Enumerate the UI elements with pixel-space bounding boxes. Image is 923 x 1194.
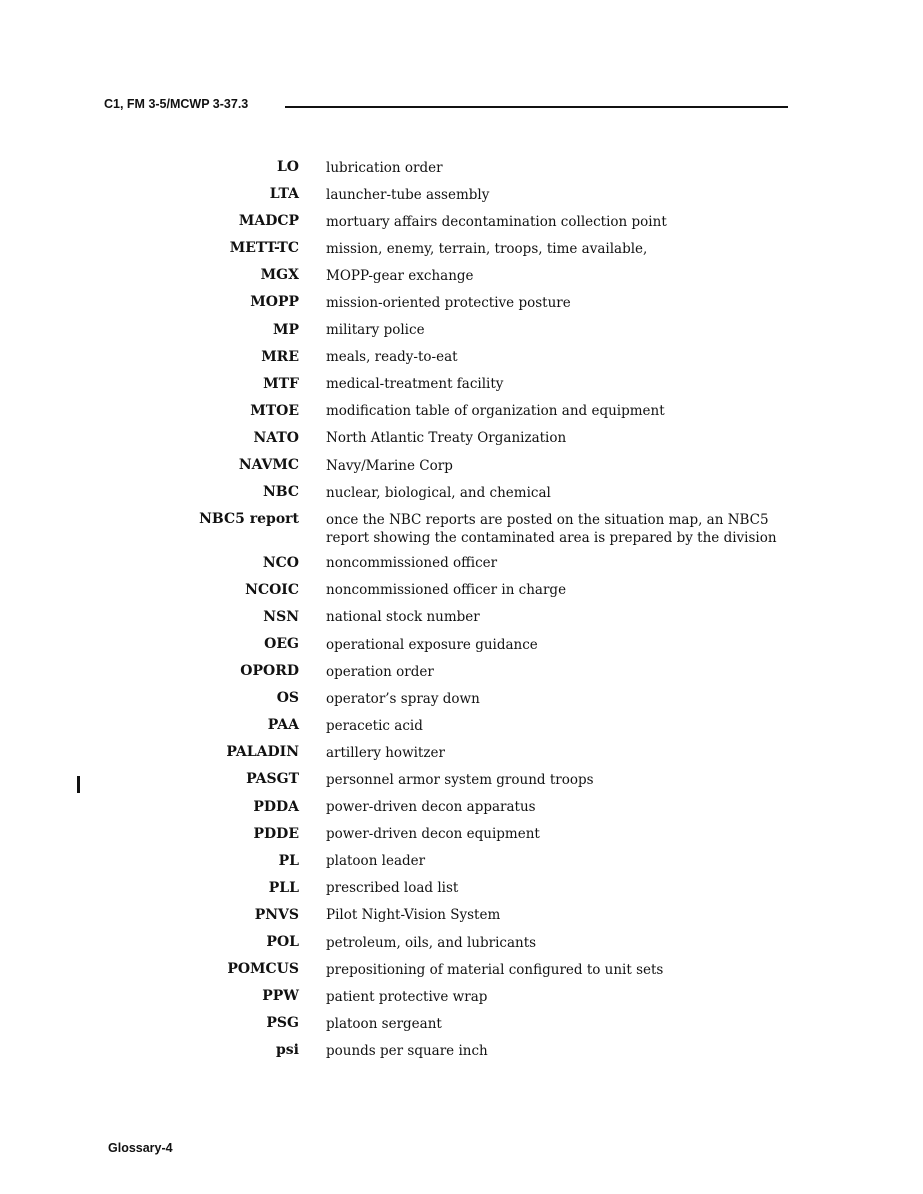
glossary-definition: pounds per square inch: [326, 1042, 488, 1059]
glossary-definition: operator’s spray down: [326, 690, 480, 707]
glossary-entry: [0, 374, 923, 401]
glossary-definition: medical-treatment facility: [326, 376, 504, 393]
glossary-entry: [0, 238, 923, 265]
glossary-definition: Pilot Night-Vision System: [326, 907, 501, 924]
glossary-term: PPW: [262, 988, 299, 1005]
glossary-entry: [0, 211, 923, 238]
glossary-term: LO: [276, 159, 299, 175]
glossary-entry: [0, 661, 923, 688]
glossary-definition: operational exposure guidance: [326, 636, 538, 653]
glossary-term: PNVS: [254, 906, 299, 923]
glossary-definition: prescribed load list: [326, 880, 459, 897]
glossary-term: OPORD: [240, 663, 299, 680]
glossary-definition: power-driven decon equipment: [326, 826, 540, 843]
glossary-entry: [0, 580, 923, 607]
glossary-definition: modification table of organization and equipment: [326, 403, 665, 420]
glossary-entry: [0, 851, 923, 878]
glossary-definition: noncommissioned officer in charge: [326, 582, 567, 599]
glossary-entry: [0, 347, 923, 374]
glossary-entry: [0, 769, 923, 796]
glossary-definition: prepositioning of material configured to unit sets: [326, 961, 664, 978]
glossary-term: NBC: [262, 484, 299, 501]
glossary-entry: [0, 607, 923, 634]
glossary-entry: [0, 905, 923, 932]
glossary-term: NCO: [262, 554, 299, 571]
glossary-term: POL: [266, 934, 299, 951]
glossary-term: PSG: [266, 1015, 299, 1032]
glossary-term: METT-TC: [229, 240, 299, 257]
glossary-definition: mortuary affairs decontamination collection point: [326, 213, 667, 230]
glossary-entry: [0, 184, 923, 211]
glossary-term: MGX: [260, 267, 299, 284]
glossary-definition: North Atlantic Treaty Organization: [326, 430, 567, 447]
glossary-definition: national stock number: [326, 609, 480, 626]
glossary-definition: petroleum, oils, and lubricants: [326, 934, 537, 951]
glossary-term: PL: [278, 852, 299, 869]
glossary-term: LTA: [269, 186, 299, 203]
glossary-definition: once the NBC reports are posted on the situation map, an NBC5 report showing the contaminated area is prepared by the division: [326, 511, 777, 546]
glossary-definition: peracetic acid: [326, 717, 423, 734]
glossary-term: psi: [276, 1042, 299, 1059]
glossary-term: NATO: [253, 429, 299, 446]
glossary-entry: [0, 265, 923, 292]
glossary-definition: meals, ready-to-eat: [326, 349, 458, 366]
glossary-term: PASGT: [246, 771, 299, 788]
glossary-term: MTOE: [250, 402, 299, 419]
glossary-definition: platoon sergeant: [326, 1015, 442, 1032]
glossary-term: NSN: [263, 608, 299, 625]
glossary-entry: [0, 715, 923, 742]
glossary-list: [0, 157, 923, 1068]
glossary-term: NAVMC: [238, 457, 299, 474]
glossary-definition: patient protective wrap: [326, 988, 488, 1005]
glossary-definition: power-driven decon apparatus: [326, 799, 536, 816]
glossary-term: MOPP: [250, 294, 299, 311]
glossary-definition: mission, enemy, terrain, troops, time available,: [326, 240, 648, 257]
glossary-definition: artillery howitzer: [326, 744, 445, 761]
glossary-term: PDDA: [253, 798, 299, 815]
page-footer: Glossary-4: [108, 1141, 173, 1155]
glossary-term: MRE: [261, 348, 299, 365]
glossary-definition: launcher-tube assembly: [326, 186, 490, 203]
glossary-entry: [0, 320, 923, 347]
glossary-entry: [0, 878, 923, 905]
glossary-entry: [0, 986, 923, 1013]
glossary-definition: nuclear, biological, and chemical: [326, 484, 551, 501]
glossary-entry: [0, 742, 923, 769]
glossary-entry: [0, 428, 923, 455]
glossary-entry: [0, 401, 923, 428]
glossary-entry: [0, 959, 923, 986]
glossary-entry: [0, 932, 923, 959]
glossary-definition: personnel armor system ground troops: [326, 771, 594, 788]
glossary-term: NBC5 report: [199, 511, 299, 528]
glossary-definition: military police: [326, 322, 425, 339]
glossary-term: NCOIC: [245, 581, 299, 598]
glossary-entry: [0, 1040, 923, 1067]
document-title: C1, FM 3-5/MCWP 3-37.3: [104, 97, 249, 111]
glossary-term: OEG: [264, 636, 299, 652]
glossary-term: PAA: [267, 717, 299, 734]
glossary-entry: [0, 553, 923, 580]
page-header: [104, 96, 788, 118]
glossary-term: OS: [276, 690, 299, 707]
glossary-entry: [0, 509, 923, 553]
change-bar: [77, 776, 80, 793]
header-rule: [285, 106, 788, 108]
glossary-term: POMCUS: [227, 961, 299, 978]
glossary-entry: [0, 634, 923, 661]
glossary-entry: [0, 824, 923, 851]
glossary-definition: noncommissioned officer: [326, 555, 498, 572]
glossary-entry: [0, 688, 923, 715]
glossary-term: PALADIN: [226, 744, 299, 761]
glossary-term: MTF: [263, 375, 299, 392]
glossary-definition: MOPP-gear exchange: [326, 267, 474, 284]
glossary-definition: platoon leader: [326, 853, 426, 870]
glossary-entry: [0, 455, 923, 482]
glossary-term: MP: [272, 321, 299, 338]
glossary-term: PDDE: [253, 825, 299, 842]
glossary-entry: [0, 482, 923, 509]
glossary-definition: mission-oriented protective posture: [326, 294, 571, 311]
glossary-definition: operation order: [326, 663, 434, 680]
glossary-entry: [0, 292, 923, 319]
glossary-entry: [0, 157, 923, 184]
glossary-definition: Navy/Marine Corp: [326, 457, 453, 474]
glossary-term: PLL: [268, 879, 299, 896]
glossary-entry: [0, 797, 923, 824]
glossary-definition: lubrication order: [326, 159, 443, 176]
glossary-entry: [0, 1013, 923, 1040]
glossary-term: MADCP: [238, 213, 299, 230]
